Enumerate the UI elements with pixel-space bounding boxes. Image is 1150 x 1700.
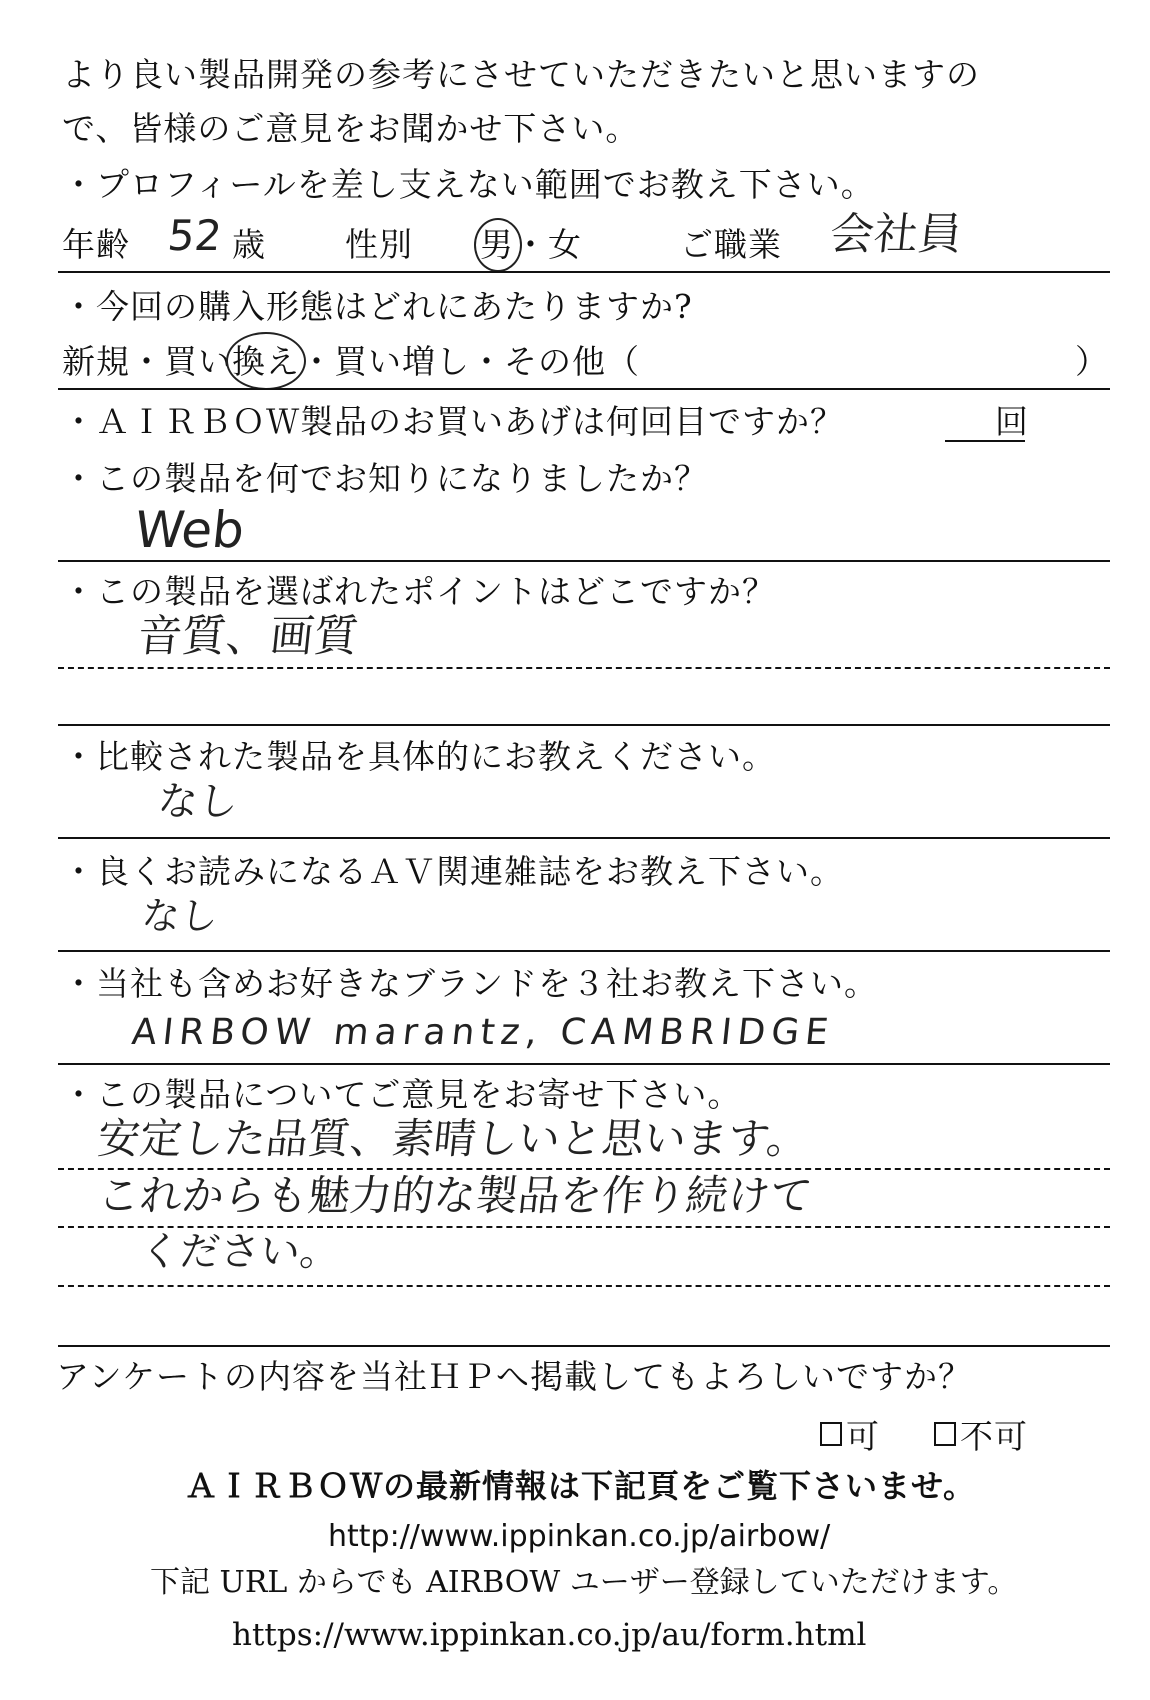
magazine-answer: なし	[139, 894, 221, 938]
how-known-question: ・この製品を何でお知りになりましたか？	[62, 459, 708, 498]
profile-underline	[58, 271, 1110, 273]
opinion-line-3: ください。	[137, 1229, 343, 1275]
opinion-dash-line-3	[58, 1285, 1110, 1287]
purchase-count-unit: 回	[995, 402, 1029, 441]
compared-question: ・比較された製品を具体的にお教えください。	[62, 737, 776, 776]
footer-info: ＡＩＲＢＯＷの最新情報は下記頁をご覧下さいませ。	[185, 1467, 977, 1505]
intro-line-1: より良い製品開発の参考にさせていただきたいと思いますの	[62, 55, 980, 94]
compared-underline	[58, 837, 1110, 839]
purchase-count-question: ・ＡＩＲＢＯＷ製品のお買いあげは何回目ですか？	[62, 402, 844, 441]
opinion-dash-line-2	[58, 1226, 1110, 1228]
opinion-dash-line-1	[58, 1168, 1110, 1170]
publish-question: アンケートの内容を当社ＨＰへ掲載してもよろしいですか？	[56, 1357, 973, 1396]
magazine-question: ・良くお読みになるＡＶ関連雑誌をお教え下さい。	[62, 852, 844, 891]
opinion-line-2: これからも魅力的な製品を作り続けて	[95, 1171, 815, 1220]
publish-yes-checkbox[interactable]	[820, 1422, 842, 1446]
footer-register: 下記 URL からでも AIRBOW ユーザー登録していただけます。	[150, 1565, 1018, 1600]
opinion-line-1: 安定した品質、素晴しいと思います。	[95, 1114, 812, 1163]
gender-options: 男・女	[480, 225, 582, 264]
purchase-type-underline	[58, 388, 1110, 390]
purchase-type-close: ）	[1075, 342, 1109, 381]
intro-line-2: で、皆様のご意見をお聞かせ下さい。	[62, 109, 640, 148]
how-known-answer: Web	[131, 501, 248, 559]
job-label: ご職業	[680, 225, 782, 264]
footer-url-2[interactable]: https://www.ippinkan.co.jp/au/form.html	[232, 1617, 867, 1653]
brands-answer: AIRBOW marantz, CAMBRIDGE	[129, 1012, 837, 1053]
age-label: 年齢	[62, 225, 130, 264]
how-known-underline	[58, 560, 1110, 562]
publish-no-checkbox[interactable]	[934, 1422, 956, 1446]
profile-question: ・プロフィールを差し支えない範囲でお教え下さい。	[62, 165, 875, 204]
brands-underline	[58, 1063, 1110, 1065]
reason-dash-line	[58, 667, 1110, 669]
purchase-type-question: ・今回の購入形態はどれにあたりますか?	[62, 287, 693, 326]
job-value: 会社員	[827, 209, 965, 260]
opinion-underline	[58, 1345, 1110, 1347]
purchase-type-selected-circle	[226, 332, 306, 390]
opinion-question: ・この製品についてご意見をお寄せ下さい。	[62, 1075, 742, 1114]
publish-yes-label: 可	[846, 1417, 880, 1456]
reason-question: ・この製品を選ばれたポイントはどこですか？	[62, 572, 776, 611]
gender-selected-circle	[474, 218, 522, 272]
age-unit: 歳	[232, 225, 266, 264]
gender-label: 性別	[345, 225, 413, 264]
brands-question: ・当社も含めお好きなブランドを３社お教え下さい。	[62, 964, 878, 1003]
age-value: 52	[165, 211, 225, 260]
reason-answer: 音質、画質	[135, 611, 361, 662]
footer-url-1[interactable]: http://www.ippinkan.co.jp/airbow/	[328, 1519, 831, 1554]
purchase-type-options: 新規・買い換え・買い増し・その他（	[62, 342, 640, 381]
compared-answer: なし	[155, 779, 241, 825]
reason-underline	[58, 724, 1110, 726]
magazine-underline	[58, 950, 1110, 952]
publish-no-label: 不可	[960, 1417, 1028, 1456]
